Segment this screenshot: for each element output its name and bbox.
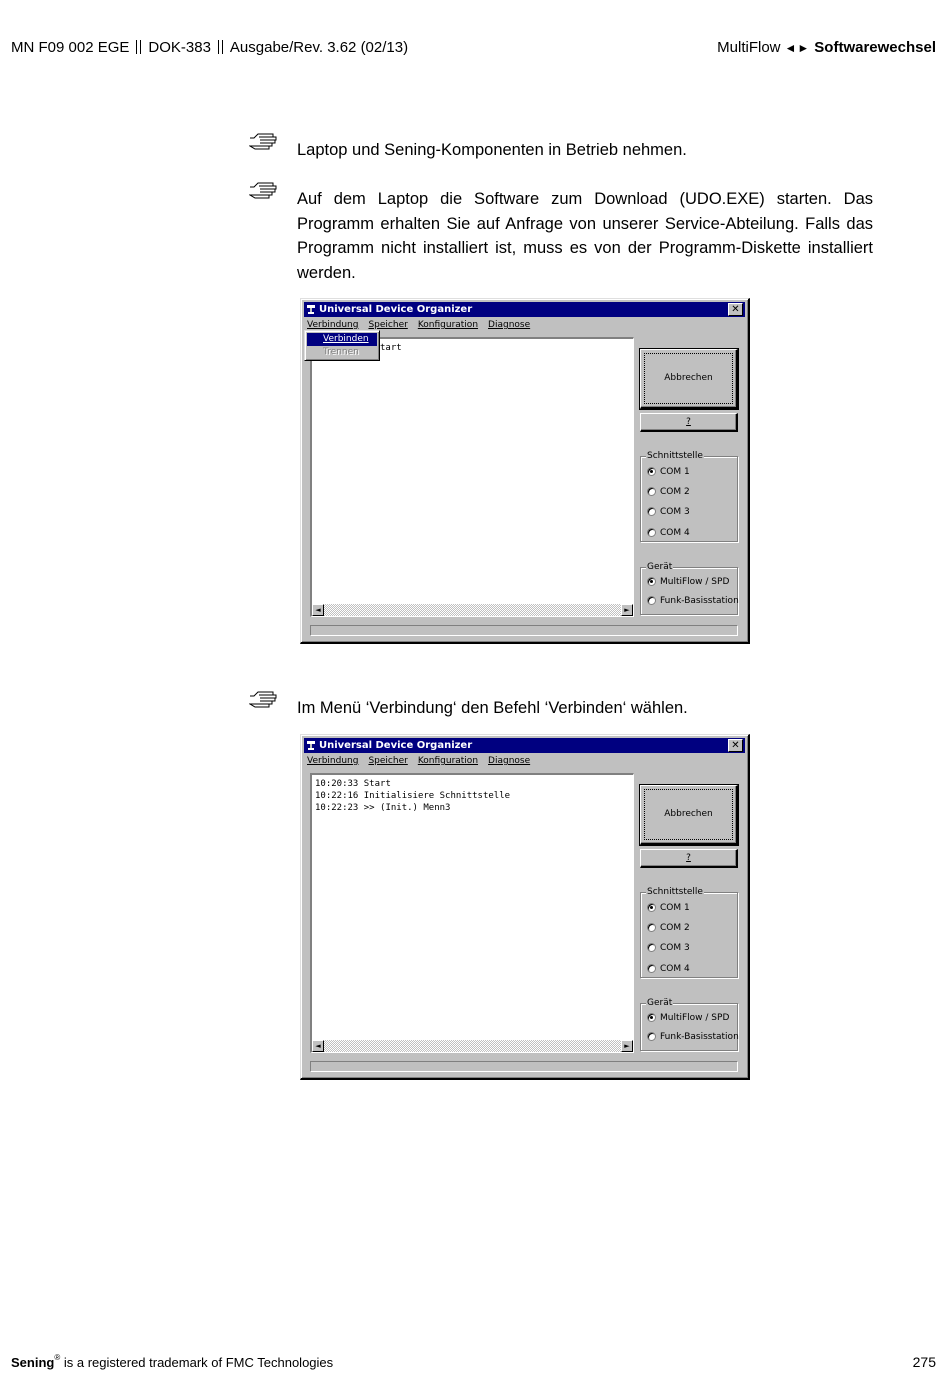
- radio-label: COM 1: [660, 903, 690, 913]
- revision: Ausgabe/Rev. 3.62 (02/13): [229, 39, 409, 56]
- app-icon: [306, 740, 316, 751]
- radio-com3[interactable]: [647, 942, 690, 954]
- udo-window-screenshot-2: [300, 734, 750, 1080]
- radio-com4[interactable]: [647, 527, 690, 539]
- horizontal-scrollbar[interactable]: [312, 604, 633, 616]
- close-button[interactable]: ✕: [728, 739, 743, 752]
- radio-empty-icon: [647, 943, 656, 952]
- doc-id: DOK-383: [148, 39, 211, 56]
- radio-com2[interactable]: [647, 486, 690, 498]
- radio-label: COM 1: [660, 467, 690, 477]
- scroll-left-button[interactable]: ◄: [312, 604, 324, 616]
- close-button[interactable]: ✕: [728, 303, 743, 316]
- radio-label: COM 3: [660, 943, 690, 953]
- log-lines: [315, 778, 510, 814]
- radio-label: COM 2: [660, 923, 690, 933]
- help-button[interactable]: ?: [640, 413, 738, 432]
- device-group-title: Gerät: [647, 998, 673, 1008]
- help-button[interactable]: ?: [640, 849, 738, 868]
- menu-speicher[interactable]: Speicher: [368, 320, 408, 330]
- pointing-hand-icon: [249, 690, 279, 710]
- device-group-title: Gerät: [647, 562, 673, 572]
- menu-konfiguration[interactable]: Konfiguration: [417, 320, 479, 330]
- log-panel[interactable]: [310, 337, 634, 617]
- device-group: [640, 998, 739, 1051]
- verbindung-dropdown-menu: [304, 330, 380, 361]
- radio-label: COM 4: [660, 964, 690, 974]
- page-header-right: [717, 39, 936, 56]
- radio-label: COM 4: [660, 528, 690, 538]
- menu-verbindung[interactable]: Verbindung: [307, 320, 359, 330]
- radio-empty-icon: [647, 923, 656, 932]
- radio-com1[interactable]: [647, 466, 690, 478]
- log-text: tart: [380, 343, 402, 353]
- radio-com4[interactable]: [647, 963, 690, 975]
- menu-item-verbinden[interactable]: Verbinden: [307, 333, 377, 346]
- product-name: MultiFlow: [717, 39, 781, 56]
- radio-label: MultiFlow / SPD: [660, 1013, 730, 1023]
- radio-com1[interactable]: [647, 902, 690, 914]
- scroll-right-button[interactable]: ►: [621, 604, 633, 616]
- page-number: 275: [912, 1354, 936, 1370]
- menu-bar: [305, 754, 538, 768]
- window-title: Universal Device Organizer: [319, 304, 473, 315]
- menu-konfiguration[interactable]: Konfiguration: [417, 756, 479, 766]
- interface-group-title: Schnittstelle: [647, 887, 703, 897]
- scroll-right-button[interactable]: ►: [621, 1040, 633, 1052]
- radio-selected-icon: [647, 1013, 656, 1022]
- radio-selected-icon: [647, 903, 656, 912]
- log-panel[interactable]: [310, 773, 634, 1053]
- pointing-hand-icon: [249, 132, 279, 152]
- radio-empty-icon: [647, 507, 656, 516]
- radio-funk-basisstation[interactable]: [647, 1031, 739, 1043]
- title-bar: [304, 738, 745, 753]
- menu-item-trennen[interactable]: Trennen: [323, 347, 359, 357]
- radio-com3[interactable]: [647, 506, 690, 518]
- doc-code: MN F09 002 EGE: [11, 39, 130, 56]
- app-icon: [306, 304, 316, 315]
- interface-group-title: Schnittstelle: [647, 451, 703, 461]
- radio-empty-icon: [647, 596, 656, 605]
- device-group: [640, 562, 739, 615]
- step-text: Laptop und Sening-Komponenten in Betrieb nehmen.: [297, 141, 687, 159]
- trademark-text: is a registered trademark of FMC Technologies: [63, 1355, 334, 1370]
- cancel-label: Abbrechen: [664, 373, 713, 383]
- radio-empty-icon: [647, 487, 656, 496]
- radio-com2[interactable]: [647, 922, 690, 934]
- title-bar: [304, 302, 745, 317]
- cancel-label: Abbrechen: [664, 809, 713, 819]
- radio-label: MultiFlow / SPD: [660, 577, 730, 587]
- menu-diagnose[interactable]: Diagnose: [488, 756, 531, 766]
- log-line: 10:22:23 >> (Init.) Menn3: [315, 803, 451, 813]
- step-text: Im Menü ‘Verbindung‘ den Befehl ‘Verbinden‘ wählen.: [297, 699, 688, 717]
- header-separator: [136, 40, 141, 54]
- focus-rect: [644, 353, 733, 404]
- horizontal-scrollbar[interactable]: [312, 1040, 633, 1052]
- window-title: Universal Device Organizer: [319, 740, 473, 751]
- cancel-button[interactable]: [640, 349, 738, 409]
- radio-empty-icon: [647, 1032, 656, 1041]
- menu-diagnose[interactable]: Diagnose: [488, 320, 531, 330]
- radio-label: COM 3: [660, 507, 690, 517]
- step-text: Auf dem Laptop die Software zum Download (UDO.EXE) starten. Das Programm erhalten Sie auf Anfrage von unserer Service-Abteilung. Falls das Programm nicht installiert ist, muss es von der Programm-Diskette installiert werden.: [297, 190, 873, 282]
- status-bar: [310, 625, 738, 636]
- radio-label: COM 2: [660, 487, 690, 497]
- radio-multiflow-spd[interactable]: [647, 1012, 729, 1024]
- udo-window-screenshot-1: [300, 298, 750, 644]
- status-bar: [310, 1061, 738, 1072]
- radio-funk-basisstation[interactable]: [647, 595, 739, 607]
- scroll-left-button[interactable]: ◄: [312, 1040, 324, 1052]
- registered-mark: ®: [54, 1353, 61, 1362]
- brand-name: Sening: [11, 1355, 55, 1370]
- cancel-button[interactable]: [640, 785, 738, 845]
- radio-label: Funk-Basisstation: [660, 596, 739, 606]
- page-footer-left: [11, 1355, 333, 1370]
- radio-selected-icon: [647, 467, 656, 476]
- radio-selected-icon: [647, 577, 656, 586]
- menu-verbindung[interactable]: Verbindung: [307, 756, 359, 766]
- header-separator: [218, 40, 223, 54]
- page-header-left: [11, 39, 408, 56]
- pointing-hand-icon: [249, 181, 279, 201]
- radio-multiflow-spd[interactable]: [647, 576, 729, 588]
- menu-speicher[interactable]: Speicher: [368, 756, 408, 766]
- nav-arrows: ◄►: [784, 41, 811, 55]
- interface-group: [640, 887, 738, 978]
- radio-empty-icon: [647, 528, 656, 537]
- focus-rect: [644, 789, 733, 840]
- radio-empty-icon: [647, 964, 656, 973]
- radio-label: Funk-Basisstation: [660, 1032, 739, 1042]
- log-line: 10:22:16 Initialisiere Schnittstelle: [315, 791, 511, 801]
- interface-group: [640, 451, 738, 542]
- log-line: 10:20:33 Start: [315, 779, 391, 789]
- section-title: Softwarewechsel: [814, 39, 936, 56]
